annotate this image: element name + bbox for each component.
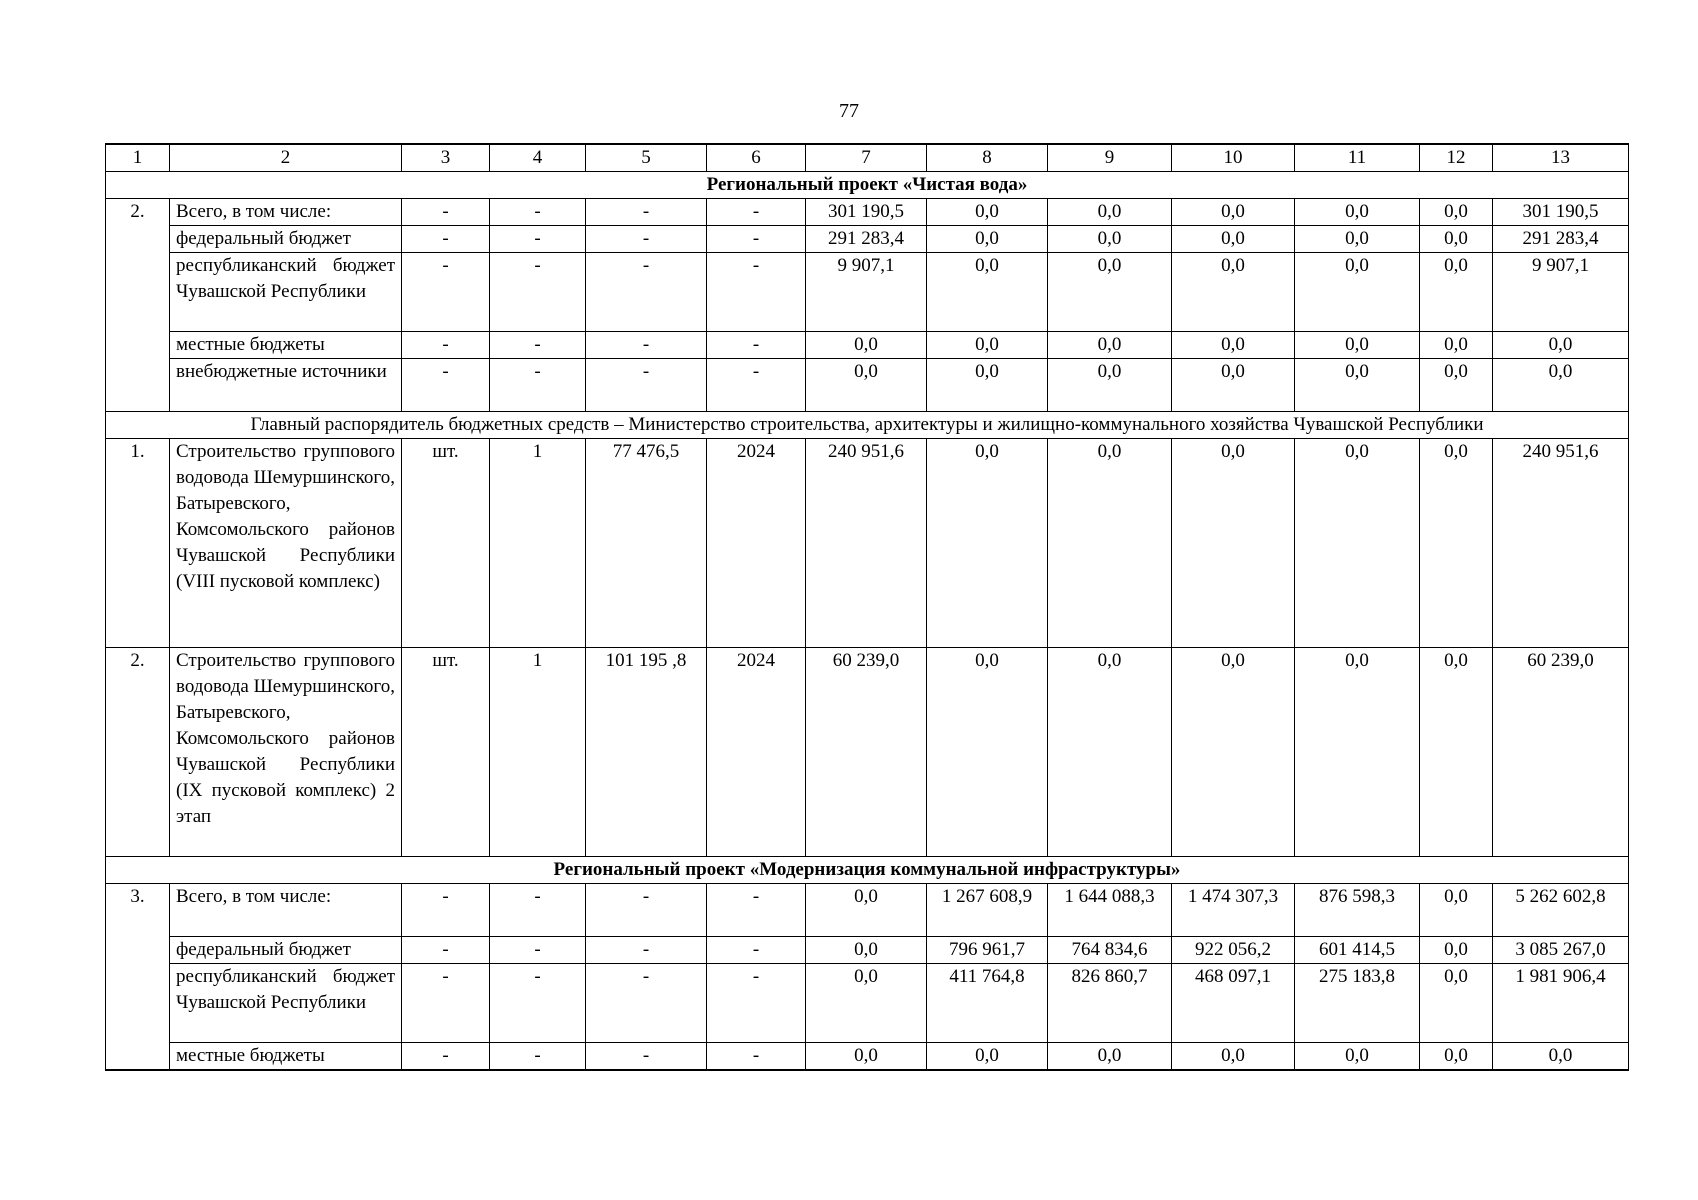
table-row xyxy=(106,199,1629,226)
value-cell-c12: 0,0 xyxy=(1420,937,1493,964)
column-number-cell: 13 xyxy=(1493,144,1629,172)
value-cell-c13: 1 981 906,4 xyxy=(1493,964,1629,1043)
table-row xyxy=(106,253,1629,332)
value-cell-c12: 0,0 xyxy=(1420,226,1493,253)
value-cell-c9: 0,0 xyxy=(1048,439,1172,648)
value-cell-c10: 0,0 xyxy=(1172,332,1295,359)
table-row xyxy=(106,937,1629,964)
value-cell-c5: - xyxy=(586,1043,707,1071)
value-cell-c12: 0,0 xyxy=(1420,648,1493,857)
value-cell-c9: 0,0 xyxy=(1048,359,1172,412)
value-cell-c4: - xyxy=(490,199,586,226)
modernization-project-title: Региональный проект «Модернизация коммунальной инфраструктуры» xyxy=(106,857,1629,884)
value-cell-c9: 0,0 xyxy=(1048,648,1172,857)
value-cell-c4: 1 xyxy=(490,439,586,648)
value-cell-c9: 1 644 088,3 xyxy=(1048,884,1172,937)
value-cell-c6: 2024 xyxy=(707,648,806,857)
column-number-cell: 3 xyxy=(402,144,490,172)
modernization-project-title-row xyxy=(106,857,1629,884)
value-cell-c11: 0,0 xyxy=(1295,226,1420,253)
value-cell-c12: 0,0 xyxy=(1420,359,1493,412)
value-cell-c4: - xyxy=(490,884,586,937)
value-cell-c5: - xyxy=(586,226,707,253)
row-number-cell: 2. xyxy=(106,648,170,857)
value-cell-c13: 301 190,5 xyxy=(1493,199,1629,226)
value-cell-c6: - xyxy=(707,964,806,1043)
value-cell-c7: 9 907,1 xyxy=(806,253,927,332)
value-cell-c13: 60 239,0 xyxy=(1493,648,1629,857)
value-cell-c6: 2024 xyxy=(707,439,806,648)
item-name-cell: местные бюджеты xyxy=(170,332,402,359)
value-cell-c5: - xyxy=(586,884,707,937)
value-cell-c8: 411 764,8 xyxy=(927,964,1048,1043)
value-cell-c11: 275 183,8 xyxy=(1295,964,1420,1043)
value-cell-c9: 826 860,7 xyxy=(1048,964,1172,1043)
value-cell-c12: 0,0 xyxy=(1420,884,1493,937)
column-number-cell: 12 xyxy=(1420,144,1493,172)
value-cell-c5: - xyxy=(586,253,707,332)
clean-water-project-title: Региональный проект «Чистая вода» xyxy=(106,172,1629,199)
value-cell-c13: 291 283,4 xyxy=(1493,226,1629,253)
column-number-cell: 10 xyxy=(1172,144,1295,172)
table-row xyxy=(106,439,1629,648)
value-cell-c9: 764 834,6 xyxy=(1048,937,1172,964)
value-cell-c3: - xyxy=(402,199,490,226)
budget-manager-title-row xyxy=(106,412,1629,439)
value-cell-c3: - xyxy=(402,884,490,937)
value-cell-c6: - xyxy=(707,359,806,412)
row-number-cell xyxy=(106,332,170,359)
column-number-cell: 1 xyxy=(106,144,170,172)
item-name-cell: Строительство группового водовода Шемуршинского, Батыревского, Комсомольского районов Чувашской Республики (VIII пусковой комплекс) xyxy=(170,439,402,648)
item-name-cell: внебюджетные источники xyxy=(170,359,402,412)
row-number-cell xyxy=(106,359,170,412)
value-cell-c13: 5 262 602,8 xyxy=(1493,884,1629,937)
value-cell-c4: 1 xyxy=(490,648,586,857)
value-cell-c10: 0,0 xyxy=(1172,253,1295,332)
value-cell-c4: - xyxy=(490,937,586,964)
value-cell-c5: - xyxy=(586,332,707,359)
value-cell-c5: 77 476,5 xyxy=(586,439,707,648)
value-cell-c10: 0,0 xyxy=(1172,648,1295,857)
value-cell-c8: 0,0 xyxy=(927,359,1048,412)
value-cell-c7: 291 283,4 xyxy=(806,226,927,253)
value-cell-c10: 1 474 307,3 xyxy=(1172,884,1295,937)
value-cell-c7: 0,0 xyxy=(806,964,927,1043)
table-row xyxy=(106,964,1629,1043)
value-cell-c7: 0,0 xyxy=(806,937,927,964)
item-name-cell: федеральный бюджет xyxy=(170,937,402,964)
value-cell-c9: 0,0 xyxy=(1048,1043,1172,1071)
row-number-cell xyxy=(106,1043,170,1071)
column-number-cell: 4 xyxy=(490,144,586,172)
value-cell-c5: 101 195 ,8 xyxy=(586,648,707,857)
value-cell-c5: - xyxy=(586,964,707,1043)
value-cell-c7: 301 190,5 xyxy=(806,199,927,226)
table-body xyxy=(106,144,1629,1070)
page-number: 77 xyxy=(839,100,859,122)
value-cell-c4: - xyxy=(490,226,586,253)
value-cell-c12: 0,0 xyxy=(1420,439,1493,648)
value-cell-c7: 0,0 xyxy=(806,332,927,359)
value-cell-c4: - xyxy=(490,1043,586,1071)
value-cell-c6: - xyxy=(707,253,806,332)
table-row xyxy=(106,226,1629,253)
value-cell-c6: - xyxy=(707,884,806,937)
value-cell-c7: 0,0 xyxy=(806,1043,927,1071)
value-cell-c11: 0,0 xyxy=(1295,1043,1420,1071)
value-cell-c6: - xyxy=(707,226,806,253)
table-row xyxy=(106,1043,1629,1071)
value-cell-c7: 240 951,6 xyxy=(806,439,927,648)
value-cell-c9: 0,0 xyxy=(1048,226,1172,253)
column-number-cell: 9 xyxy=(1048,144,1172,172)
item-name-cell: республиканский бюджет Чувашской Республики xyxy=(170,253,402,332)
item-name-cell: Всего, в том числе: xyxy=(170,884,402,937)
value-cell-c8: 0,0 xyxy=(927,648,1048,857)
value-cell-c4: - xyxy=(490,332,586,359)
value-cell-c6: - xyxy=(707,332,806,359)
value-cell-c13: 240 951,6 xyxy=(1493,439,1629,648)
value-cell-c8: 0,0 xyxy=(927,253,1048,332)
value-cell-c11: 601 414,5 xyxy=(1295,937,1420,964)
column-number-cell: 8 xyxy=(927,144,1048,172)
value-cell-c3: - xyxy=(402,226,490,253)
clean-water-project-title-row xyxy=(106,172,1629,199)
value-cell-c3: - xyxy=(402,937,490,964)
value-cell-c8: 796 961,7 xyxy=(927,937,1048,964)
budget-manager-title: Главный распорядитель бюджетных средств – Министерство строительства, архитектуры и жилищно-коммунального хозяйства Чувашской Республики xyxy=(106,412,1629,439)
value-cell-c12: 0,0 xyxy=(1420,332,1493,359)
column-number-cell: 6 xyxy=(707,144,806,172)
row-number-cell xyxy=(106,253,170,332)
item-name-cell: Строительство группового водовода Шемуршинского, Батыревского, Комсомольского районов Чувашской Республики (IX пусковой комплекс) 2 этап xyxy=(170,648,402,857)
value-cell-c5: - xyxy=(586,199,707,226)
value-cell-c11: 0,0 xyxy=(1295,253,1420,332)
value-cell-c8: 0,0 xyxy=(927,199,1048,226)
value-cell-c10: 0,0 xyxy=(1172,199,1295,226)
value-cell-c11: 876 598,3 xyxy=(1295,884,1420,937)
value-cell-c5: - xyxy=(586,937,707,964)
budget-table xyxy=(105,143,1629,1071)
value-cell-c7: 0,0 xyxy=(806,884,927,937)
column-number-cell: 7 xyxy=(806,144,927,172)
value-cell-c8: 0,0 xyxy=(927,439,1048,648)
value-cell-c4: - xyxy=(490,253,586,332)
value-cell-c4: - xyxy=(490,964,586,1043)
value-cell-c10: 468 097,1 xyxy=(1172,964,1295,1043)
value-cell-c3: шт. xyxy=(402,648,490,857)
value-cell-c10: 922 056,2 xyxy=(1172,937,1295,964)
row-number-cell xyxy=(106,937,170,964)
table-row xyxy=(106,884,1629,937)
table-row xyxy=(106,648,1629,857)
value-cell-c8: 0,0 xyxy=(927,1043,1048,1071)
value-cell-c12: 0,0 xyxy=(1420,964,1493,1043)
column-number-cell: 5 xyxy=(586,144,707,172)
value-cell-c11: 0,0 xyxy=(1295,332,1420,359)
column-number-cell: 11 xyxy=(1295,144,1420,172)
value-cell-c6: - xyxy=(707,937,806,964)
row-number-cell: 1. xyxy=(106,439,170,648)
value-cell-c7: 0,0 xyxy=(806,359,927,412)
value-cell-c10: 0,0 xyxy=(1172,1043,1295,1071)
value-cell-c10: 0,0 xyxy=(1172,359,1295,412)
value-cell-c7: 60 239,0 xyxy=(806,648,927,857)
value-cell-c13: 3 085 267,0 xyxy=(1493,937,1629,964)
value-cell-c4: - xyxy=(490,359,586,412)
row-number-cell xyxy=(106,964,170,1043)
value-cell-c3: - xyxy=(402,359,490,412)
row-number-cell xyxy=(106,226,170,253)
value-cell-c3: - xyxy=(402,332,490,359)
column-number-row xyxy=(106,144,1629,172)
value-cell-c8: 0,0 xyxy=(927,226,1048,253)
value-cell-c9: 0,0 xyxy=(1048,199,1172,226)
row-number-cell: 2. xyxy=(106,199,170,226)
value-cell-c9: 0,0 xyxy=(1048,253,1172,332)
table-row xyxy=(106,359,1629,412)
value-cell-c13: 0,0 xyxy=(1493,332,1629,359)
item-name-cell: федеральный бюджет xyxy=(170,226,402,253)
value-cell-c13: 0,0 xyxy=(1493,1043,1629,1071)
table-row xyxy=(106,332,1629,359)
value-cell-c12: 0,0 xyxy=(1420,253,1493,332)
value-cell-c3: - xyxy=(402,1043,490,1071)
value-cell-c3: шт. xyxy=(402,439,490,648)
value-cell-c11: 0,0 xyxy=(1295,199,1420,226)
value-cell-c8: 1 267 608,9 xyxy=(927,884,1048,937)
value-cell-c10: 0,0 xyxy=(1172,439,1295,648)
value-cell-c3: - xyxy=(402,253,490,332)
item-name-cell: республиканский бюджет Чувашской Республики xyxy=(170,964,402,1043)
value-cell-c6: - xyxy=(707,1043,806,1071)
column-number-cell: 2 xyxy=(170,144,402,172)
value-cell-c13: 0,0 xyxy=(1493,359,1629,412)
value-cell-c10: 0,0 xyxy=(1172,226,1295,253)
value-cell-c5: - xyxy=(586,359,707,412)
value-cell-c12: 0,0 xyxy=(1420,199,1493,226)
item-name-cell: Всего, в том числе: xyxy=(170,199,402,226)
value-cell-c6: - xyxy=(707,199,806,226)
value-cell-c3: - xyxy=(402,964,490,1043)
value-cell-c12: 0,0 xyxy=(1420,1043,1493,1071)
row-number-cell: 3. xyxy=(106,884,170,937)
item-name-cell: местные бюджеты xyxy=(170,1043,402,1071)
value-cell-c9: 0,0 xyxy=(1048,332,1172,359)
value-cell-c11: 0,0 xyxy=(1295,359,1420,412)
value-cell-c8: 0,0 xyxy=(927,332,1048,359)
value-cell-c11: 0,0 xyxy=(1295,439,1420,648)
value-cell-c13: 9 907,1 xyxy=(1493,253,1629,332)
value-cell-c11: 0,0 xyxy=(1295,648,1420,857)
